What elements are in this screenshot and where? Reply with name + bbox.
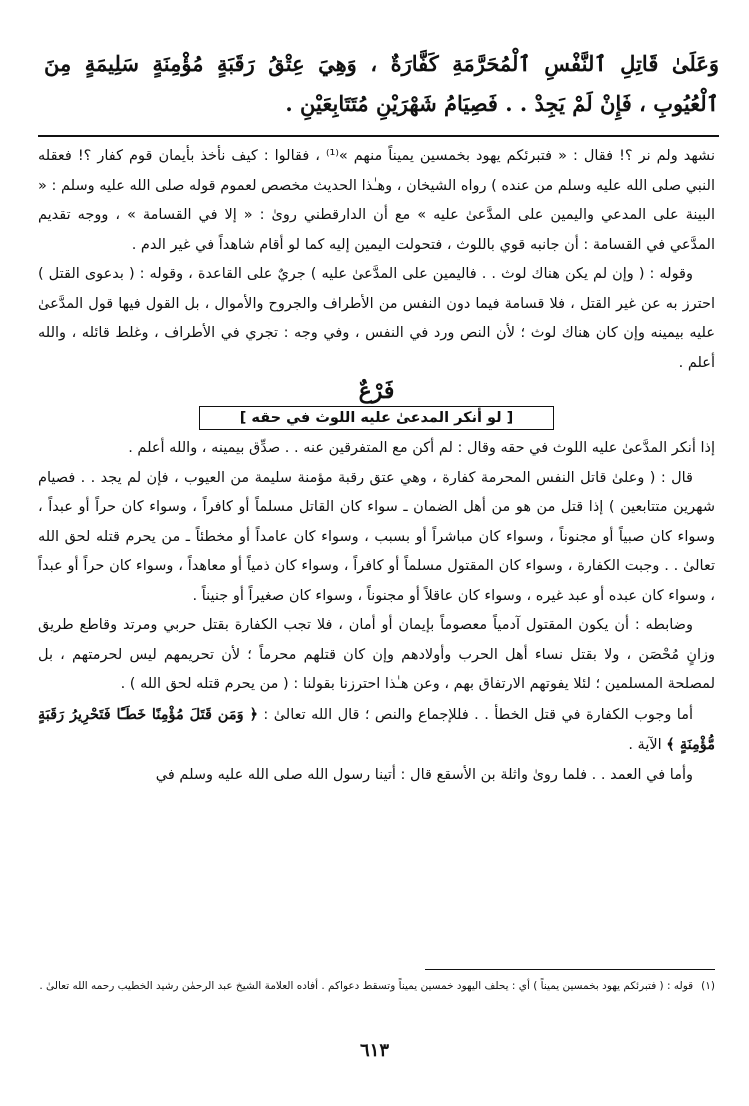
far-subheading [38, 406, 715, 430]
paragraph-amd: وأما في العمد . . فلما روىٰ واثلة بن الأسقع قال : أتينا رسول الله صلى الله عليه وسلم في [155, 766, 693, 783]
paragraph-dabit: وضابطه : أن يكون المقتول آدمياً معصوماً بإيمان أو أمان ، فلا تجب الكفارة بقتل حربي ومرتد وقاطع طريق وزانٍ مُحْصَن ، ولا بقتل نساء أهل الحرب وأولادهم وإن كان قتلهم محرماً ؛ لأن تحريمهم ليس لحرمتهم ، بل لمصلحة المسلمين ؛ لئلا يفوتهم الارتفاق بهم ، وعن هـٰذا احترزنا بقولنا : ( من يحرم قتله لحق الله ) . [38, 617, 715, 692]
far-heading: فَرْعٌ [358, 378, 395, 404]
page-number: ٦١٣ [359, 1040, 389, 1061]
khata-end: الآية . [628, 737, 667, 753]
paragraph-lawth: وقوله : ( وإن لم يكن هناك لوث . . فاليمين على المدَّعىٰ عليه ) جريٌ على القاعدة ، وقوله : ( بدعوى القتل ) احترز به عن غير القتل ، فلا قسامة فيما دون النفس من الأطراف والجروح والأموال ، بل القول فيها قول المدَّعىٰ عليه بيمينه وإن كان هناك لوث ؛ لأن النص ورد في النفس ، وفي وجه : تجري في الأطراف ، وغلط قائله ، والله أعلم . [38, 266, 715, 371]
far-subheading-box: [ لو أنكر المدعىٰ عليه اللوث في حقه ] [199, 406, 555, 430]
quran-ayah: ﴿ وَمَن قَتَلَ مُؤْمِنًا خَطَـًٔا فَتَحْرِيرُ رَقَبَةٍ مُّؤْمِنَةٍ ﴾ [38, 705, 715, 753]
footnote-text: قوله : ( فتبرئكم يهود بخمسين يميناً ) أي : يحلف اليهود خمسين يميناً وتسقط دعواكم . أفاده العلامة الشيخ عبد الرحمٰن رشيد الخطيب رحمه الله تعالىٰ . [39, 980, 694, 992]
paragraph-hadith: نشهد ولم نر ؟! فقال : « فتبرئكم يهود بخمسين يميناً منهم »⁽¹⁾ ، فقالوا : كيف نأخذ بأيمان قوم كفار ؟! فعقله النبي صلى الله عليه وسلم من عنده ) رواه الشيخان ، وهـٰذا الحديث مخصص لعموم قوله صلى الله عليه وسلم : « البينة على المدعي واليمين على المدَّعىٰ عليه » مع أن الدارقطني روىٰ : « إلا في القسامة » ، ووجه تقديم المدَّعي في القسامة : أن جانبه قوي باللوث ، فتحولت اليمين إليه كما لو أقام شاهداً في غير الدم . [38, 148, 715, 253]
khata-intro: أما وجوب الكفارة في قتل الخطأ . . فللإجماع والنص ؛ قال الله تعالىٰ : [257, 706, 693, 723]
matn-text: وَعَلَىٰ قَاتِلِ ٱلنَّفْسِ ٱلْمُحَرَّمَةِ كَفَّارَةٌ ، وَهِيَ عِتْقُ رَقَبَةٍ مُؤْمِنَةٍ سَلِيمَةٍ مِنَ ٱلْعُيُوبِ ، فَإِنْ لَمْ يَجِدْ . . فَصِيَامُ شَهْرَيْنِ مُتَتَابِعَيْنِ . [44, 51, 719, 116]
footnote [38, 976, 715, 997]
paragraph-kaffarah: قال : ( وعلىٰ قاتل النفس المحرمة كفارة ، وهي عتق رقبة مؤمنة سليمة من العيوب ، فإن لم يجد . . فصيام شهرين متتابعين ) إذا قتل من هو من أهل الضمان ـ سواء كان القاتل مسلماً أو كافراً ، وسواء كان حراً أو عبداً ، وسواء كان صبياً أو مجنوناً ، وسواء كان مباشراً أو بسبب ، وسواء كان عامداً أو مخطئاً ـ من يحرم قتله لحق الله تعالىٰ . . وجبت الكفارة ، وسواء كان المقتول مسلماً أو كافراً ، وسواء كان ذمياً أو معاهداً ، وسواء كان حراً أو عبداً ، وسواء كان عبده أو عبد غيره ، وسواء كان عاقلاً أو مجنوناً ، وسواء كان صغيراً أو جنيناً . [38, 469, 715, 604]
paragraph-khata [38, 700, 715, 761]
commentary-body [38, 142, 715, 790]
footnote-separator-rule [425, 969, 715, 970]
matn-separator-rule [38, 135, 719, 137]
paragraph-denial: إذا أنكر المدَّعىٰ عليه اللوث في حقه وقال : لم أكن مع المتفرقين عنه . . صدِّق بيمينه ، والله أعلم . [128, 440, 715, 456]
footnote-marker: (١) [701, 980, 715, 992]
